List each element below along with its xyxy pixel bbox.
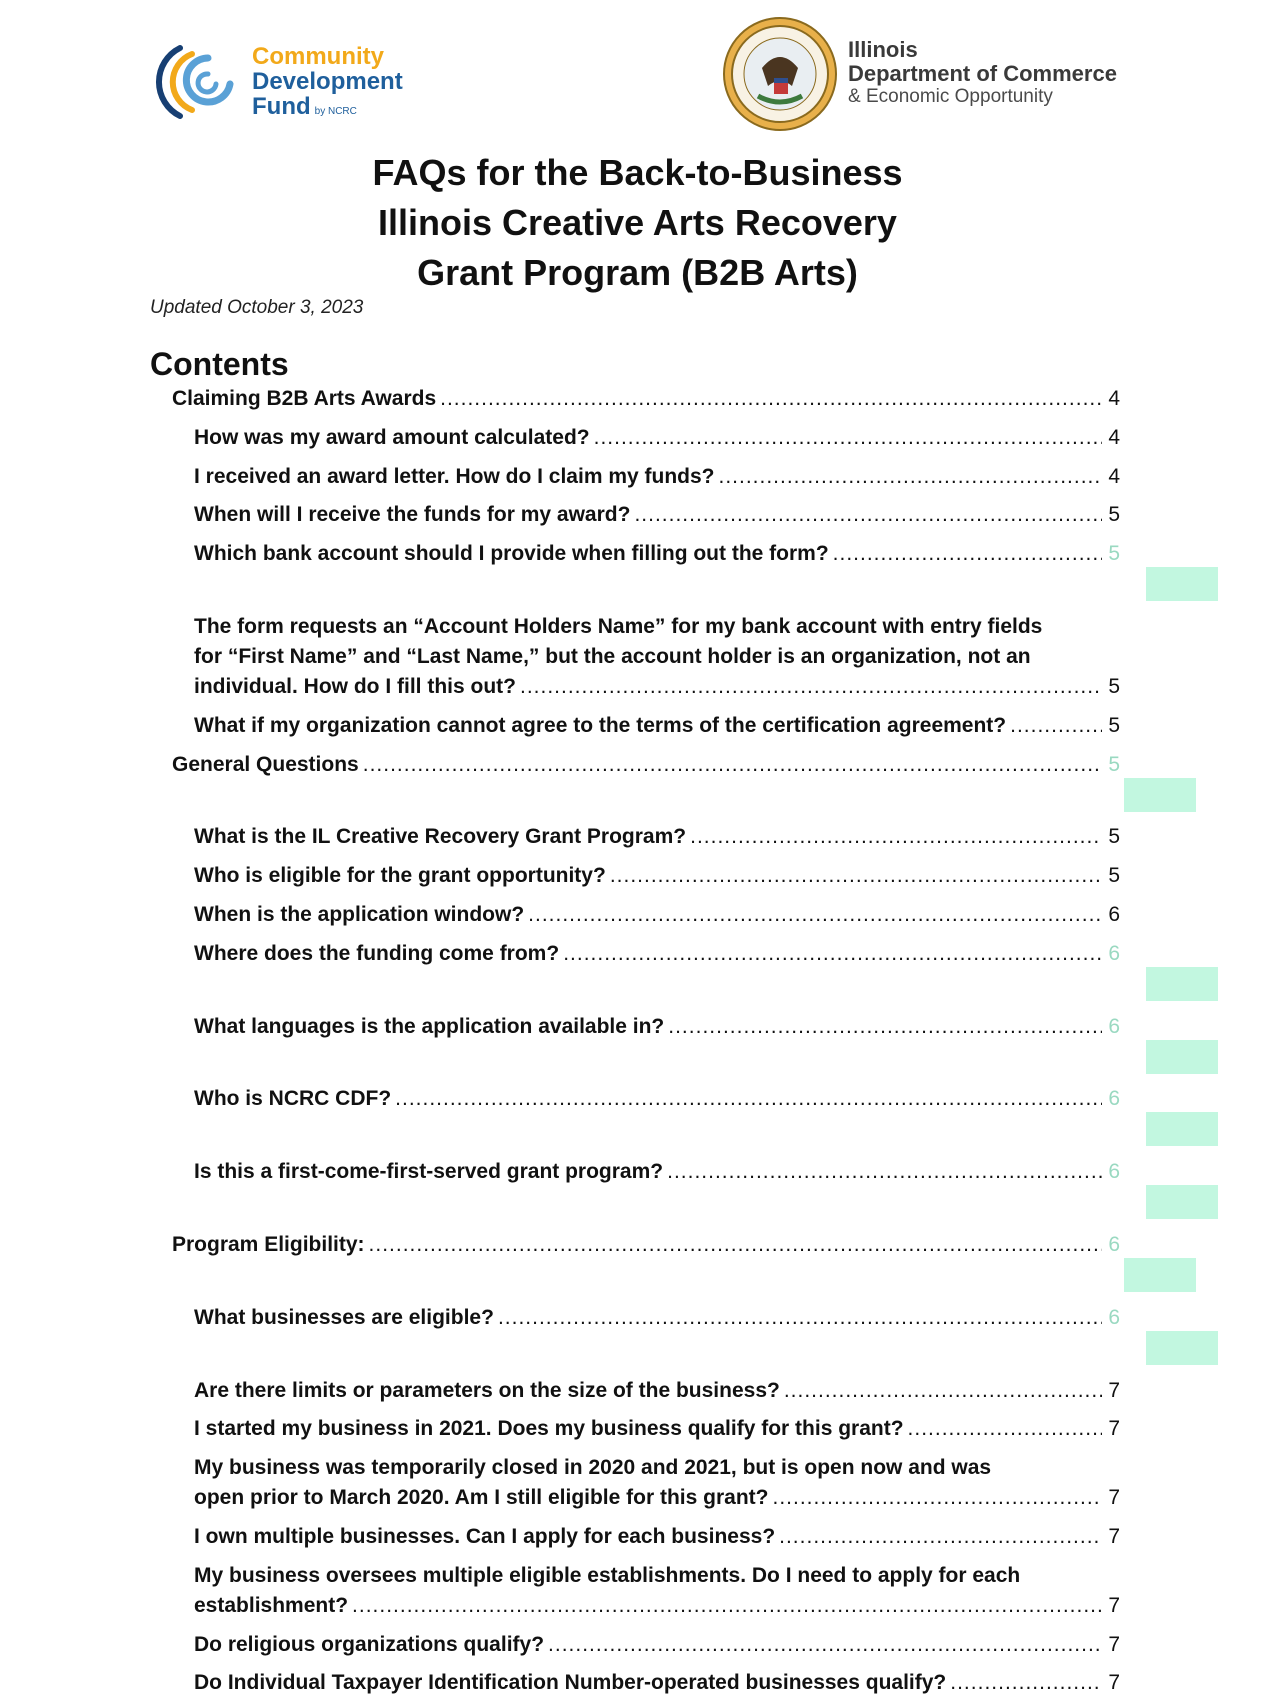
toc-entry-text: What is the IL Creative Recovery Grant Program? [194,825,687,849]
toc-entry-text: I own multiple businesses. Can I apply for each business? [194,1524,776,1548]
toc-dot-leader [833,539,1102,569]
illinois-state-seal-icon [722,16,838,132]
updated-date: Updated October 3, 2023 [150,297,364,318]
cdf-logo-line3: Fund [252,93,311,120]
toc-dot-leader [690,822,1102,852]
toc-entry[interactable] [150,1230,1120,1294]
title-line1: FAQs for the Back-to-Business [372,152,903,193]
toc-entry-text: When is the application window? [194,902,525,926]
toc-dot-leader [395,1084,1102,1114]
document-title [0,148,1275,298]
toc-entry-text: Is this a first-come-first-served grant program? [194,1160,664,1184]
toc-entry-text: establishment? [194,1593,349,1617]
toc-page-number: 7 [1108,1417,1120,1441]
il-logo-line1: Illinois [848,37,918,62]
toc-dot-leader [772,1483,1102,1513]
toc-dot-leader [548,1630,1102,1660]
toc-entry[interactable] [150,1303,1120,1367]
toc-entry-text: I started my business in 2021. Does my business qualify for this grant? [194,1417,904,1441]
title-line3: Grant Program (B2B Arts) [417,252,858,293]
toc-dot-leader [908,1414,1102,1444]
toc-page-number: 5 [1108,864,1120,888]
toc-dot-leader [610,861,1102,891]
toc-entry-text: I received an award letter. How do I claim my funds? [194,464,715,488]
toc-entry-text: What languages is the application available in? [194,1014,665,1038]
toc-page-number: 5 [1108,713,1120,737]
toc-entry[interactable] [150,711,1120,741]
page-number-highlight [1146,567,1218,601]
toc-page-number: 5 [1108,503,1120,527]
toc-page-number: 4 [1108,464,1120,488]
page-number-highlight [1146,967,1218,1001]
toc-entry[interactable] [150,1376,1120,1406]
toc-entry-text: How was my award amount calculated? [194,425,590,449]
toc-page-number: 5 [1108,542,1120,566]
toc-entry-text: My business was temporarily closed in 2020 and 2021, but is open now and was [194,1456,992,1480]
toc-page-number: 7 [1108,1593,1120,1617]
toc-dot-leader [520,672,1102,702]
toc-entry[interactable] [150,384,1120,414]
cdf-logo-line2: Development [252,68,403,95]
toc-dot-leader [779,1522,1102,1552]
contents-heading: Contents [150,346,289,382]
toc-entry[interactable] [150,1157,1120,1221]
toc-entry[interactable] [150,1668,1120,1698]
cdf-swirl-icon [150,44,250,124]
page-number-highlight [1146,1331,1218,1365]
toc-entry[interactable] [150,500,1120,530]
toc-dot-leader [352,1591,1102,1621]
toc-entry-text: Which bank account should I provide when filling out the form? [194,542,829,566]
toc-entry-text: Claiming B2B Arts Awards [172,387,437,410]
toc-entry-text: My business oversees multiple eligible establishments. Do I need to apply for each [194,1563,1021,1587]
toc-page-number: 6 [1108,1160,1120,1184]
toc-entry[interactable] [150,1630,1120,1660]
toc-entry[interactable] [150,1012,1120,1076]
toc-page-number: 5 [1108,752,1120,776]
toc-entry[interactable] [150,822,1120,852]
toc-dot-leader [634,500,1102,530]
toc-page-number: 6 [1108,1232,1120,1256]
toc-entry-text: Do Individual Taxpayer Identification Number-operated businesses qualify? [194,1671,947,1695]
illinois-dceo-logo [722,16,1142,132]
toc-entry[interactable] [150,861,1120,891]
toc-dot-leader [563,939,1102,969]
toc-entry[interactable] [150,612,1120,702]
toc-entry[interactable] [150,750,1120,814]
toc-entry[interactable] [150,1084,1120,1148]
toc-dot-leader [528,900,1102,930]
page-number-highlight [1146,1040,1218,1074]
toc-page-number: 4 [1108,425,1120,449]
toc-page-number: 6 [1108,1305,1120,1329]
toc-dot-leader [667,1157,1102,1187]
toc-page-number: 6 [1108,1087,1120,1111]
toc-entry-text: Who is eligible for the grant opportunity? [194,864,606,888]
toc-entry[interactable] [150,900,1120,930]
toc-dot-leader [1010,711,1102,741]
toc-entry-text: Program Eligibility: [172,1232,365,1256]
toc-entry-text: individual. How do I fill this out? [194,674,516,698]
il-logo-line2: Department of Commerce [848,61,1117,86]
toc-entry[interactable] [150,1561,1120,1621]
toc-page-number: 6 [1108,1014,1120,1038]
toc-entry-text: Do religious organizations qualify? [194,1632,545,1656]
il-logo-line3: & Economic Opportunity [848,86,1053,107]
toc-entry[interactable] [150,1453,1120,1513]
toc-entry-text: What if my organization cannot agree to the terms of the certification agreement? [194,713,1007,737]
cdf-logo [150,44,440,124]
page-number-highlight [1124,778,1196,812]
toc-page-number: 7 [1108,1632,1120,1656]
page-number-highlight [1146,1185,1218,1219]
toc-page-number: 6 [1108,902,1120,926]
toc-entry-text: The form requests an “Account Holders Name” for my bank account with entry fields [194,614,1043,638]
toc-entry-text: open prior to March 2020. Am I still eligible for this grant? [194,1486,769,1510]
toc-entry-text: When will I receive the funds for my award? [194,503,631,527]
toc-entry[interactable] [150,1414,1120,1444]
toc-page-number: 7 [1108,1378,1120,1402]
toc-page-number: 7 [1108,1486,1120,1510]
toc-dot-leader [719,462,1103,492]
toc-dot-leader [440,384,1102,414]
toc-entry-text: General Questions [172,752,359,776]
toc-dot-leader [784,1376,1102,1406]
toc-page-number: 5 [1108,825,1120,849]
toc-dot-leader [498,1303,1102,1333]
toc-entry[interactable] [150,939,1120,1003]
toc-entry-text: What businesses are eligible? [194,1305,494,1329]
page-number-highlight [1124,1258,1196,1292]
toc-entry-text: Where does the funding come from? [194,941,560,965]
toc-entry[interactable] [150,539,1120,603]
toc-entry[interactable] [150,423,1120,453]
title-line2: Illinois Creative Arts Recovery [378,202,897,243]
toc-dot-leader [668,1012,1102,1042]
toc-page-number: 7 [1108,1524,1120,1548]
page-number-highlight [1146,1112,1218,1146]
toc-entry-text: for “First Name” and “Last Name,” but the account holder is an organization, not an [194,644,1031,668]
toc-entry-text: Are there limits or parameters on the size of the business? [194,1378,780,1402]
toc-dot-leader [594,423,1102,453]
toc-page-number: 4 [1108,387,1120,410]
cdf-logo-line1: Community [252,43,384,70]
toc-page-number: 6 [1108,941,1120,965]
toc-page-number: 5 [1108,674,1120,698]
toc-page-number: 7 [1108,1671,1120,1695]
toc-entry-text: Who is NCRC CDF? [194,1087,392,1111]
toc-dot-leader [369,1230,1102,1260]
cdf-logo-by: by NCRC [314,106,357,117]
toc-dot-leader [363,750,1102,780]
toc-entry[interactable] [150,1522,1120,1552]
toc-dot-leader [950,1668,1102,1698]
table-of-contents [150,384,1120,1707]
toc-entry[interactable] [150,462,1120,492]
